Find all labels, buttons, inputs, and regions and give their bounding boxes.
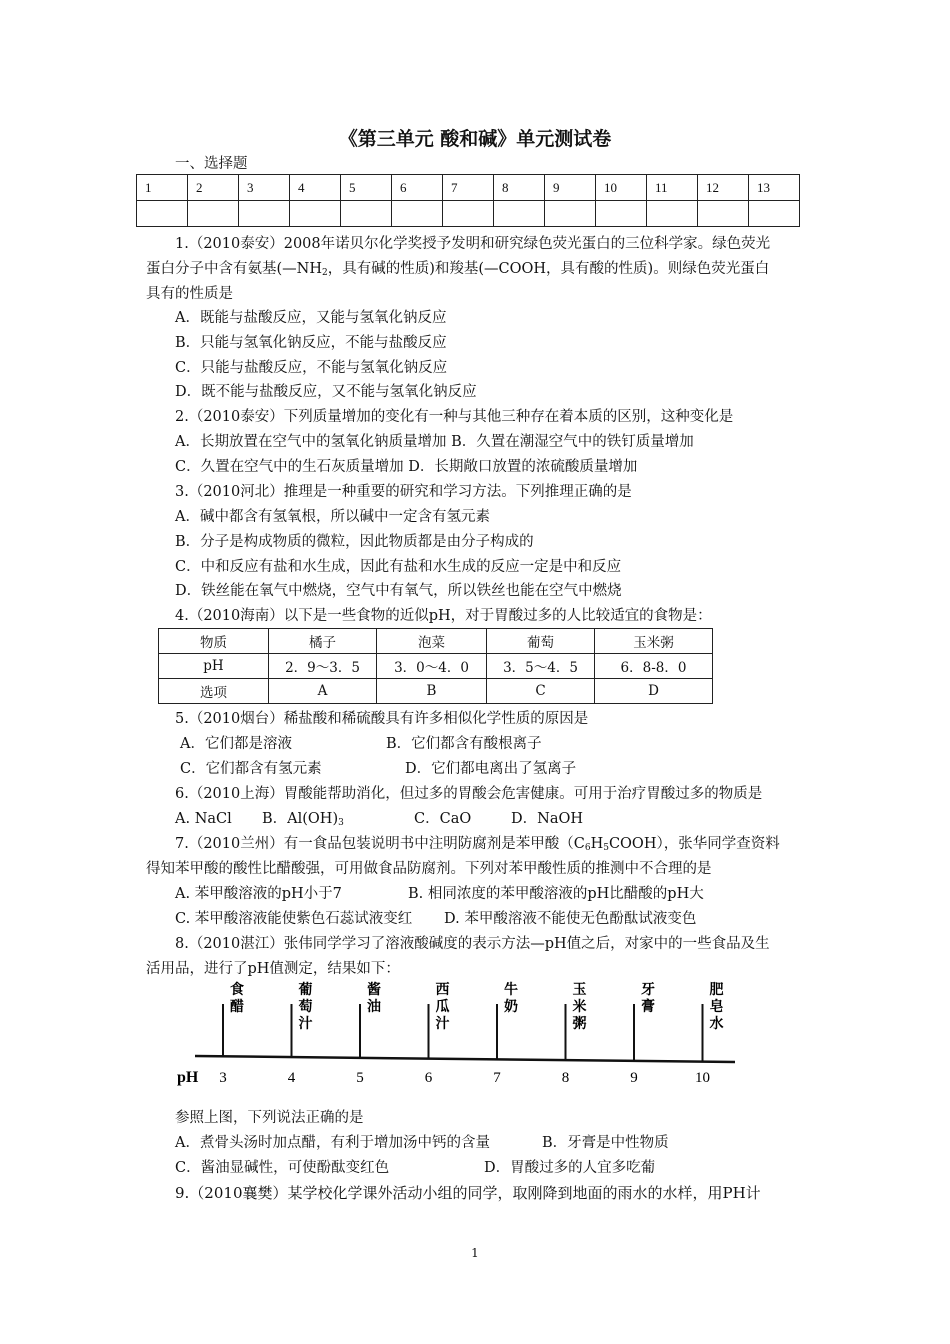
table-cell: D xyxy=(595,679,713,704)
answer-cell[interactable] xyxy=(647,201,698,227)
ph-item-label: 萄 xyxy=(298,999,313,1015)
q2-stem: 2.（2010泰安）下列质量增加的变化有一种与其他三种存在着本质的区别，这种变化是 xyxy=(175,409,734,425)
q1-stem-line3: 具有的性质是 xyxy=(146,286,233,302)
q8-stem-line2: 活用品，进行了pH值测定，结果如下： xyxy=(146,961,400,977)
ph-tick-label: 8 xyxy=(561,1070,570,1086)
q8-option-d: D．胃酸过多的人宜多吃葡 xyxy=(484,1160,656,1176)
table-cell: 玉米粥 xyxy=(595,629,713,654)
answer-number: 2 xyxy=(188,175,239,201)
answer-cell[interactable] xyxy=(290,201,341,227)
q7-stem-line1: 7.（2010兰州）有一食品包装说明书中注明防腐剂是苯甲酸$(C_6H_5COOH)$，张华同学查资料 xyxy=(175,836,780,853)
ph-axis-label: pH xyxy=(177,1069,199,1086)
table-cell: 2．9～3．5 xyxy=(269,654,377,679)
ph-tick-label: 7 xyxy=(493,1070,501,1086)
answer-number: 3 xyxy=(239,175,290,201)
answer-cell[interactable] xyxy=(698,201,749,227)
section-heading: 一、选择题 xyxy=(175,156,248,172)
q6-option-a: A. NaCl xyxy=(175,811,232,827)
answer-number: 13 xyxy=(749,175,800,201)
table-cell: 橘子 xyxy=(269,629,377,654)
q3-option-b: B．分子是构成物质的微粒，因此物质都是由分子构成的 xyxy=(175,534,534,550)
q5-option-a: A．它们都是溶液 xyxy=(180,736,292,752)
q5-option-d: D．它们都电离出了氢离子 xyxy=(405,761,577,777)
q7-option-b: B. 相同浓度的苯甲酸溶液的pH比醋酸的pH大 xyxy=(408,886,704,902)
ph-tick-label: 4 xyxy=(287,1070,296,1086)
answer-cell[interactable] xyxy=(239,201,290,227)
q8-option-c: C．酱油显碱性，可使酚酞变红色 xyxy=(175,1160,390,1176)
table-cell: 物质 xyxy=(159,629,269,654)
table-cell: 6．8-8．0 xyxy=(595,654,713,679)
table-cell: C xyxy=(487,679,595,704)
answer-number: 11 xyxy=(647,175,698,201)
q7-option-d: D. 苯甲酸溶液不能使无色酚酞试液变色 xyxy=(444,911,697,927)
ph-item-label: 牙 xyxy=(641,982,655,998)
answer-number: 1 xyxy=(137,175,188,201)
answer-table xyxy=(136,174,800,227)
q1-option-a: A．既能与盐酸反应，又能与氢氧化钠反应 xyxy=(175,310,447,326)
q1-option-d: D．既不能与盐酸反应，又不能与氢氧化钠反应 xyxy=(175,384,477,400)
q7-stem-line2: 得知苯甲酸的酸性比醋酸强，可用做食品防腐剂。下列对苯甲酸性质的推测中不合理的是 xyxy=(146,861,712,877)
q2-options-cd: C．久置在空气中的生石灰质量增加 D．长期敞口放置的浓硫酸质量增加 xyxy=(175,459,638,475)
q1-stem-line2: 蛋白分子中含有氨基($—NH_2$，具有碱的性质)和羧基(—COOH，具有酸的性质)。则绿色荧光蛋白 xyxy=(146,261,770,278)
q4-stem: 4.（2010海南）以下是一些食物的近似pH，对于胃酸过多的人比较适宜的食物是： xyxy=(175,608,712,624)
ph-item-label: 食 xyxy=(230,982,244,998)
page-title: 《第三单元 酸和碱》单元测试卷 xyxy=(338,128,612,150)
q8-stem-line1: 8.（2010湛江）张伟同学学习了溶液酸碱度的表示方法—pH值之后，对家中的一些食品及生 xyxy=(175,936,770,952)
q1-stem-line1: 1.（2010泰安）2008年诺贝尔化学奖授予发明和研究绿色荧光蛋白的三位科学家。绿色荧光 xyxy=(175,236,771,252)
answer-number: 4 xyxy=(290,175,341,201)
ph-item-label: 粥 xyxy=(572,1016,587,1032)
ph-item-label: 牛 xyxy=(504,982,518,998)
table-row xyxy=(159,679,713,704)
ph-tick-label: 10 xyxy=(695,1070,710,1086)
table-row xyxy=(159,629,713,654)
q1-option-b: B．只能与氢氧化钠反应，不能与盐酸反应 xyxy=(175,335,447,351)
table-cell: 3．5～4．5 xyxy=(487,654,595,679)
ph-item-label: 汁 xyxy=(435,1016,450,1032)
page-number: 1 xyxy=(471,1246,479,1260)
q1-option-c: C．只能与盐酸反应，不能与氢氧化钠反应 xyxy=(175,360,448,376)
ph-item-label: 醋 xyxy=(230,999,244,1015)
answer-number: 6 xyxy=(392,175,443,201)
table-cell: 泡菜 xyxy=(377,629,487,654)
answer-cell[interactable] xyxy=(749,201,800,227)
ph-item-label: 皂 xyxy=(709,999,724,1015)
ph-item-label: 汁 xyxy=(298,1016,313,1032)
q6-stem: 6.（2010上海）胃酸能帮助消化，但过多的胃酸会危害健康。可用于治疗胃酸过多的物质是 xyxy=(175,786,763,802)
q3-stem: 3.（2010河北）推理是一种重要的研究和学习方法。下列推理正确的是 xyxy=(175,484,632,500)
ph-item-label: 酱 xyxy=(367,982,381,998)
q5-stem: 5.（2010烟台）稀盐酸和稀硫酸具有许多相似化学性质的原因是 xyxy=(175,711,589,727)
q7-option-c: C. 苯甲酸溶液能使紫色石蕊试液变红 xyxy=(175,911,413,927)
answer-cell[interactable] xyxy=(494,201,545,227)
ph-item-label: 米 xyxy=(572,999,587,1015)
q8-after: 参照上图，下列说法正确的是 xyxy=(175,1110,364,1126)
answer-cell[interactable] xyxy=(392,201,443,227)
answer-cell[interactable] xyxy=(596,201,647,227)
ph-item-label: 西 xyxy=(435,982,450,998)
ph-item-label: 油 xyxy=(367,999,381,1015)
answer-number: 8 xyxy=(494,175,545,201)
answer-number: 5 xyxy=(341,175,392,201)
table-cell: A xyxy=(269,679,377,704)
answer-cell[interactable] xyxy=(545,201,596,227)
table-cell: 选项 xyxy=(159,679,269,704)
q9-stem: 9.（2010襄樊）某学校化学课外活动小组的同学，取刚降到地面的雨水的水样，用PH计 xyxy=(175,1184,761,1202)
q6-option-d: D．NaOH xyxy=(511,811,583,827)
table-cell: pH xyxy=(159,654,269,679)
table-row xyxy=(159,654,713,679)
ph-item-label: 奶 xyxy=(504,999,518,1015)
ph-item-label: 水 xyxy=(709,1016,724,1032)
answer-cell[interactable] xyxy=(443,201,494,227)
q8-option-b: B．牙膏是中性物质 xyxy=(542,1135,669,1151)
answer-blank-row xyxy=(137,201,800,227)
ph-item-label: 葡 xyxy=(298,982,313,998)
table-cell: B xyxy=(377,679,487,704)
q6-option-b: B．$Al(OH)_3$ xyxy=(262,811,344,828)
answer-cell[interactable] xyxy=(137,201,188,227)
ph-tick-label: 5 xyxy=(356,1070,364,1086)
ph-axis-line xyxy=(195,1056,735,1062)
ph-item-label: 肥 xyxy=(709,982,724,998)
food-ph-table xyxy=(158,628,713,704)
q2-options-ab: A．长期放置在空气中的氢氧化钠质量增加 B．久置在潮湿空气中的铁钉质量增加 xyxy=(175,434,694,450)
ph-scale-chart xyxy=(175,976,745,1096)
q5-option-c: C．它们都含有氢元素 xyxy=(180,761,322,777)
table-cell: 葡萄 xyxy=(487,629,595,654)
ph-item-label: 膏 xyxy=(641,999,655,1015)
answer-number: 7 xyxy=(443,175,494,201)
ph-tick-label: 6 xyxy=(424,1070,433,1086)
q7-option-a: A. 苯甲酸溶液的pH小于7 xyxy=(175,886,342,902)
q3-option-a: A．碱中都含有氢氧根，所以碱中一定含有氢元素 xyxy=(175,509,490,525)
answer-number: 10 xyxy=(596,175,647,201)
answer-cell[interactable] xyxy=(188,201,239,227)
q3-option-d: D．铁丝能在氧气中燃烧，空气中有氧气，所以铁丝也能在空气中燃烧 xyxy=(175,583,622,599)
answer-cell[interactable] xyxy=(341,201,392,227)
ph-item-label: 瓜 xyxy=(435,999,450,1015)
answer-number-row xyxy=(137,175,800,201)
answer-number: 12 xyxy=(698,175,749,201)
answer-number: 9 xyxy=(545,175,596,201)
table-cell: 3．0～4．0 xyxy=(377,654,487,679)
ph-tick-label: 9 xyxy=(630,1070,638,1086)
ph-tick-label: 3 xyxy=(219,1070,227,1086)
q5-option-b: B．它们都含有酸根离子 xyxy=(386,736,542,752)
q6-option-c: C．CaO xyxy=(414,811,472,827)
q3-option-c: C．中和反应有盐和水生成，因此有盐和水生成的反应一定是中和反应 xyxy=(175,559,622,575)
q8-option-a: A．煮骨头汤时加点醋，有利于增加汤中钙的含量 xyxy=(175,1135,490,1151)
ph-item-label: 玉 xyxy=(572,982,587,998)
